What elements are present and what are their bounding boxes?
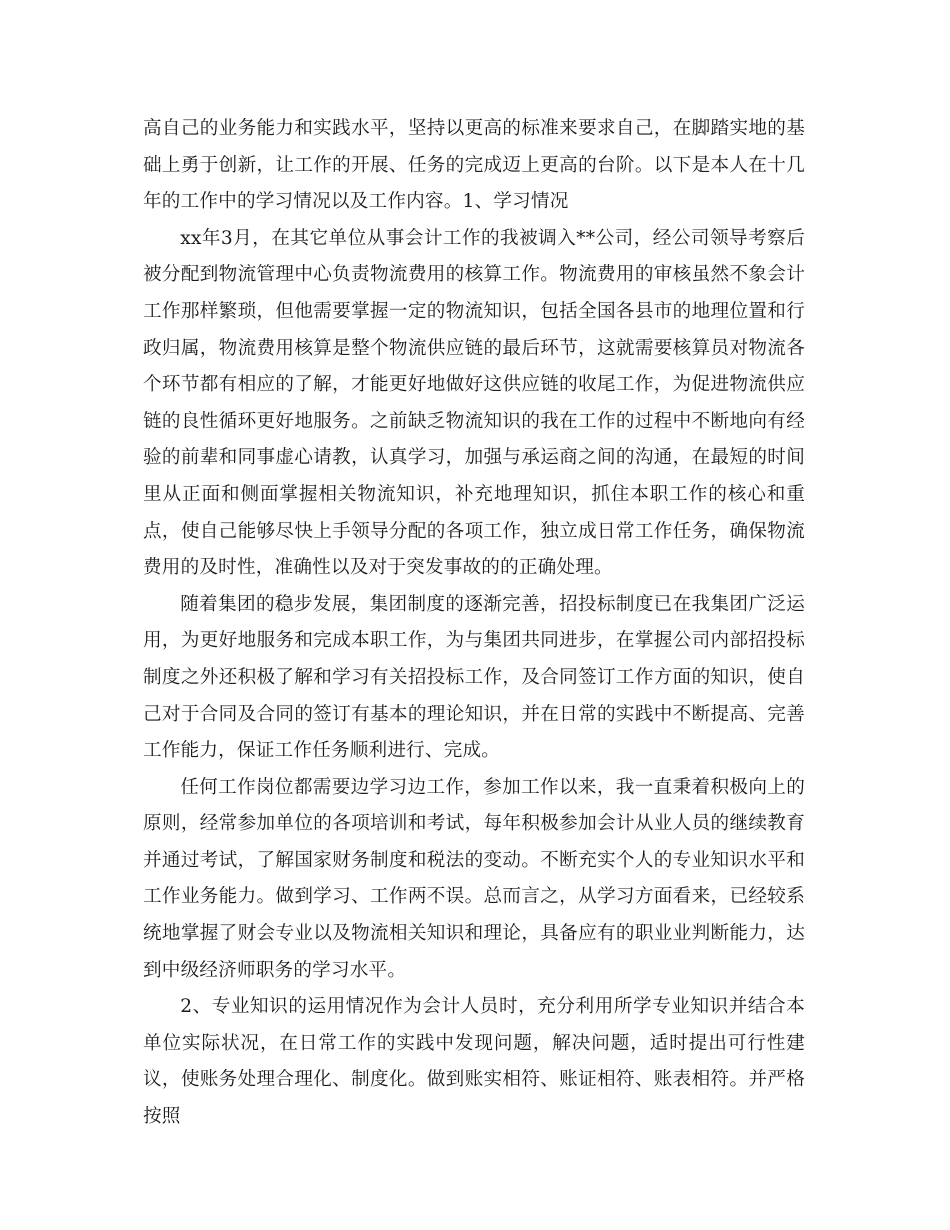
- paragraph-continuation: 高自己的业务能力和实践水平，坚持以更高的标准来要求自己，在脚踏实地的基础上勇于创新，让工作的开展、任务的完成迈上更高的台阶。以下是本人在十几年的工作中的学习情况以及工作内容。1、学习情况: [143, 118, 805, 213]
- document-body: [143, 111, 805, 1136]
- paragraph-continuous-learning: 任何工作岗位都需要边学习边工作，参加工作以来，我一直秉着积极向上的原则，经常参加单位的各项培训和考试，每年积极参加会计从业人员的继续教育并通过考试，了解国家财务制度和税法的变动。不断充实个人的专业知识水平和工作业务能力。做到学习、工作两不误。总而言之，从学习方面看来，已经较系统地掌握了财会专业以及物流相关知识和理论，具备应有的职业业判断能力，达到中级经济师职务的学习水平。: [143, 776, 805, 981]
- paragraph-professional-knowledge: 2、专业知识的运用情况作为会计人员时，充分利用所学专业知识并结合本单位实际状况，在日常工作的实践中发现问题，解决问题，适时提出可行性建议，使账务处理合理化、制度化。做到账实相符、账证相符、账表相符。并严格按照: [143, 996, 805, 1128]
- paragraph-bidding-system: 随着集团的稳步发展，集团制度的逐渐完善，招投标制度已在我集团广泛运用，为更好地服务和完成本职工作，为与集团共同进步，在掌握公司内部招投标制度之外还积极了解和学习有关招投标工作，及合同签订工作方面的知识，使自己对于合同及合同的签订有基本的理论知识，并在日常的实践中不断提高、完善工作能力，保证工作任务顺利进行、完成。: [143, 593, 805, 762]
- paragraph-study-accounting: xx年3月，在其它单位从事会计工作的我被调入**公司，经公司领导考察后被分配到物流管理中心负责物流费用的核算工作。物流费用的审核虽然不象会计工作那样繁琐，但他需要掌握一定的物流知识，包括全国各县市的地理位置和行政归属，物流费用核算是整个物流供应链的最后环节，这就需要核算员对物流各个环节都有相应的了解，才能更好地做好这供应链的收尾工作，为促进物流供应链的良性循环更好地服务。之前缺乏物流知识的我在工作的过程中不断地向有经验的前辈和同事虚心请教，认真学习，加强与承运商之间的沟通，在最短的时间里从正面和侧面掌握相关物流知识，补充地理知识，抓住本职工作的核心和重点，使自己能够尽快上手领导分配的各项工作，独立成日常工作任务，确保物流费用的及时性，准确性以及对于突发事故的的正确处理。: [143, 227, 805, 579]
